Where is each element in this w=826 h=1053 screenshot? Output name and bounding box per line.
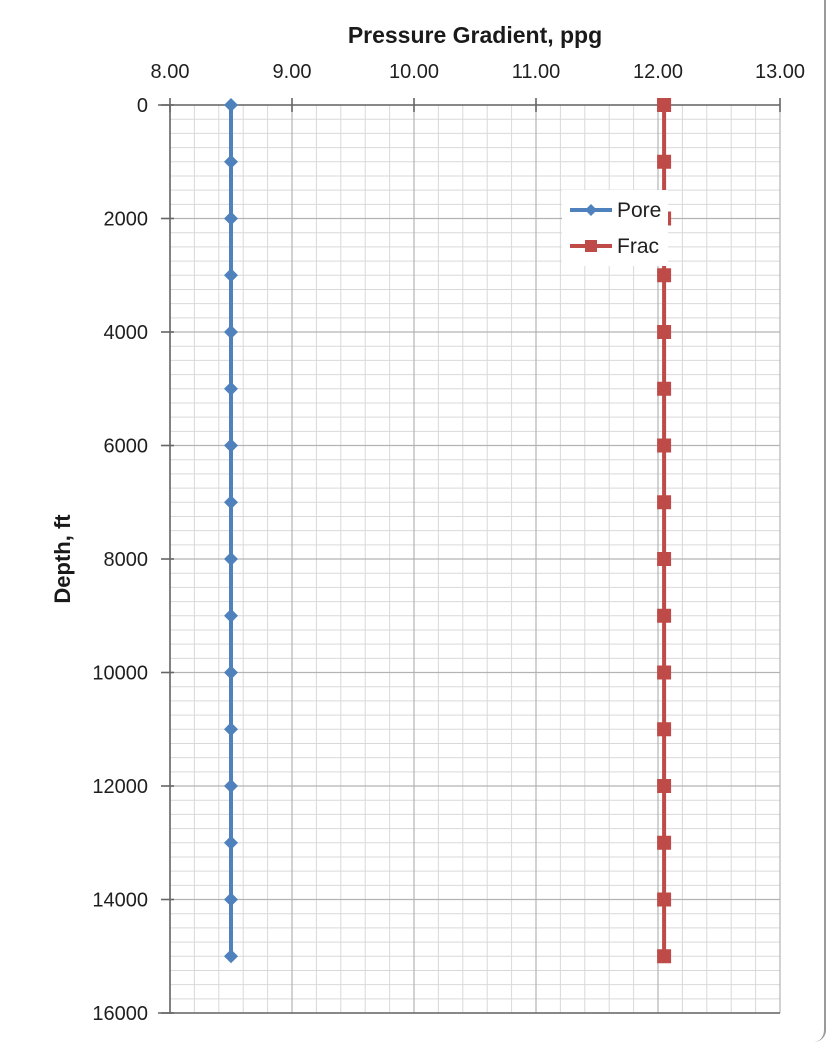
svg-text:0: 0 (136, 95, 148, 117)
svg-text:8000: 8000 (103, 549, 148, 571)
svg-text:2000: 2000 (103, 208, 148, 231)
svg-text:11.00: 11.00 (511, 61, 561, 83)
svg-text:4000: 4000 (103, 322, 148, 344)
svg-text:10.00: 10.00 (388, 61, 440, 83)
legend-entry-frac (568, 236, 668, 257)
y-axis-title: Depth, ft (50, 514, 75, 604)
legend-label-frac: Frac (617, 234, 659, 258)
axes (158, 98, 780, 1013)
svg-text:9.00: 9.00 (272, 61, 312, 83)
svg-text:8.00: 8.00 (150, 61, 190, 83)
svg-text:16000: 16000 (92, 1003, 148, 1025)
svg-text:13.00: 13.00 (754, 61, 806, 83)
legend-label-pore: Pore (617, 198, 662, 222)
svg-text:12.00: 12.00 (632, 61, 684, 83)
svg-text:6000: 6000 (103, 435, 148, 458)
x-tick-labels (151, 61, 806, 83)
svg-text:14000: 14000 (92, 889, 148, 912)
frac-line-sample-icon (568, 238, 614, 254)
pore-line-sample-icon (568, 202, 614, 218)
legend (562, 190, 668, 266)
major-gridlines (170, 105, 780, 1013)
svg-text:12000: 12000 (92, 776, 148, 798)
chart-title: Pressure Gradient, ppg (347, 22, 603, 48)
legend-entry-pore (568, 200, 668, 221)
svg-text:10000: 10000 (92, 662, 148, 685)
y-tick-labels (92, 95, 148, 1025)
